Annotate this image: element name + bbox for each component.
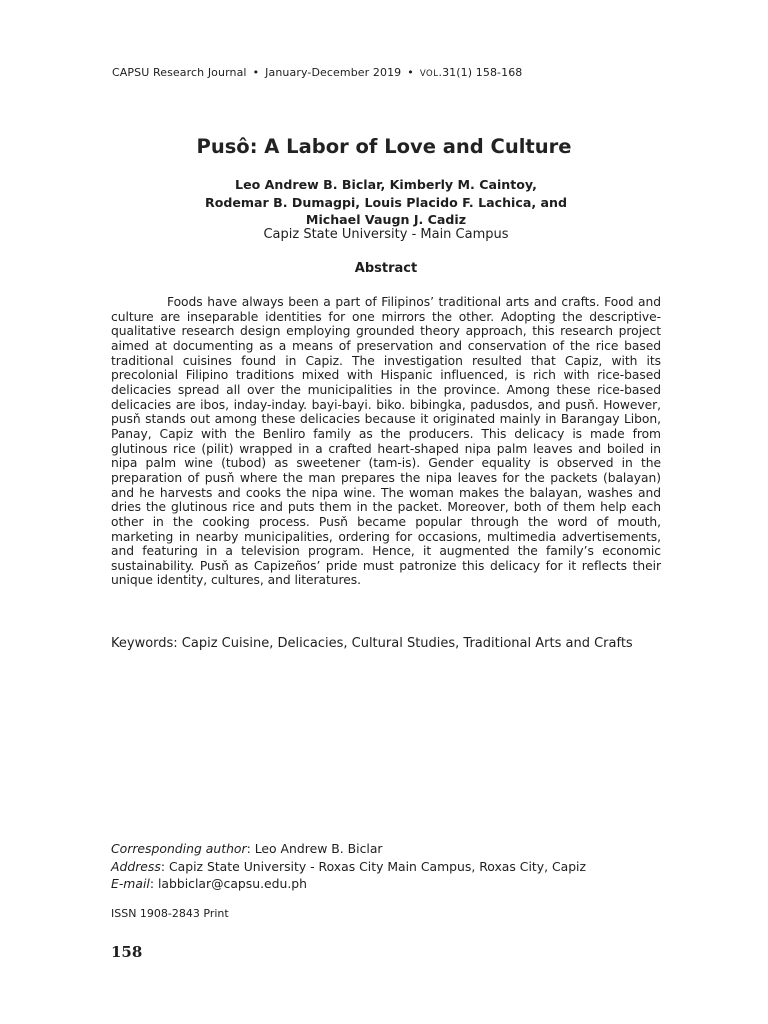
keywords-list: : Capiz Cuisine, Delicacies, Cultural Studies, Traditional Arts and Crafts [173, 636, 633, 651]
affiliation: Capiz State University - Main Campus [263, 227, 509, 242]
running-header [112, 66, 522, 79]
address-label: Address [111, 859, 161, 874]
address-value: : Capiz State University - Roxas City Main Campus, Roxas City, Capiz [160, 859, 587, 874]
abstract-heading: Abstract [354, 261, 418, 276]
corresponding-author-value: : Leo Andrew B. Biclar [246, 841, 383, 856]
author-line: Rodemar B. Dumagpi, Louis Placido F. Lachica, and [205, 194, 567, 210]
abstract-body: Foods have always been a part of Filipinos’ traditional arts and crafts. Food and culture are inseparable identities for one mirrors the other. Adopting the descriptive-qualitative research design employing grounded theory approach, this research project aimed at documenting as a means of preservation and conservation of the rice based traditional cuisines found in Capiz. The investigation resulted that Capiz, with its precolonial Filipino traditions mixed with Hispanic influenced, is rich with rice-based delicacies spread all over the municipalities in the province. Among these rice-based delicacies are ibos, inday-inday. bayi-bayi. biko. bibingka, padusdos, and pusň. However, pusň stands out among these delicacies because it originated mainly in Barangay Libon, Panay, Capiz with the Benliro family as the producers. This delicacy is made from glutinous rice (pilit) wrapped in a crafted heart-shaped nipa palm leaves and boiled in nipa palm wine (tubod) as sweetener (tam-is). Gender equality is observed in the preparation of pusň where the man prepares the nipa leaves for the packets (balayan) and he harvests and cooks the nipa wine. The woman makes the balayan, washes and dries the glutinous rice and puts them in the packet. Moreover, both of them help each other in the cooking process. Pusň became popular through the word of mouth, marketing in nearby municipalities, ordering for occasions, multimedia advertisements, and featuring in a television program. Hence, it augmented the family’s economic sustainability. Pusň as Capizeños’ pride must patronize this delicacy for it reflects their unique identity, cultures, and literatures. [111, 295, 661, 588]
keywords-label: Keywords [111, 636, 174, 651]
author-address [111, 859, 586, 874]
page-number: 158 [111, 943, 143, 961]
paper-title: Pusô: A Labor of Love and Culture [196, 135, 572, 158]
author-line: Michael Vaugn J. Cadiz [305, 212, 467, 227]
journal-period: January-December 2019 [265, 66, 402, 79]
email-label: E-mail [111, 876, 150, 891]
corresponding-author-label: Corresponding author [111, 841, 247, 856]
email-value[interactable]: : labbiclar@capsu.edu.ph [149, 876, 308, 891]
header-bullet: • [252, 66, 260, 79]
keywords [111, 636, 633, 651]
header-bullet: • [407, 66, 414, 79]
volume-prefix: VOL [419, 69, 439, 79]
volume-pages: .31(1) 158-168 [438, 66, 523, 79]
author-line: Leo Andrew B. Biclar, Kimberly M. Caintoy, [235, 177, 537, 192]
corresponding-author [111, 841, 383, 856]
journal-name: CAPSU Research Journal [112, 66, 247, 79]
author-email [111, 876, 307, 891]
issn: ISSN 1908-2843 Print [111, 907, 229, 920]
author-list [0, 176, 768, 229]
